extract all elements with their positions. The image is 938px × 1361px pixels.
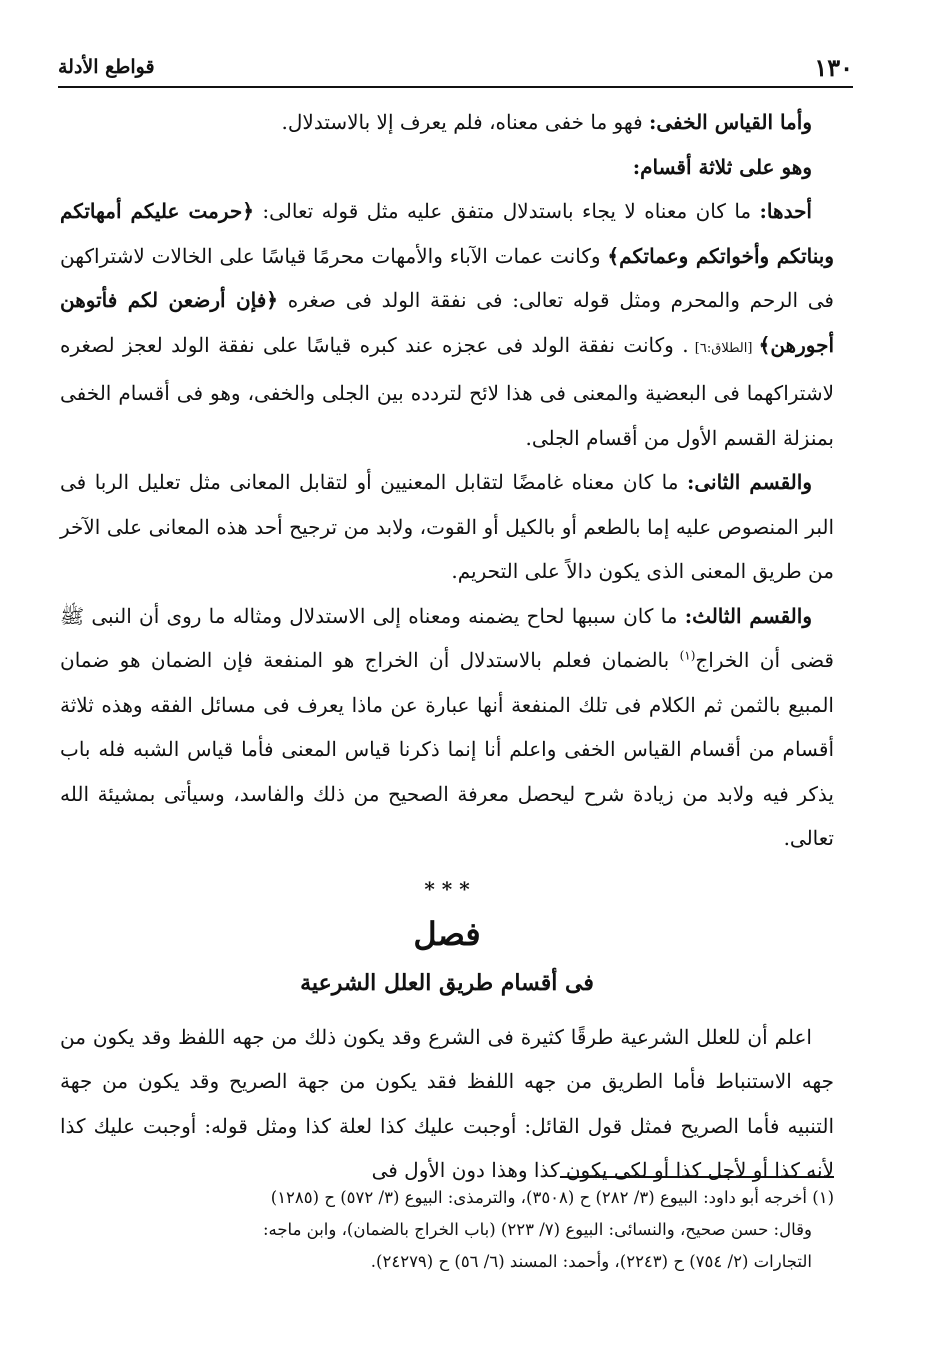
quran-verse: ﴿حرمت عليكم أمهاتكم وبناتكم وأخواتكم وعماتكم﴾ (60, 199, 834, 268)
paragraph-section-intro: اعلم أن للعلل الشرعية طرقًا كثيرة فى الشرع وقد يكون ذلك من جهه اللفظ وقد يكون من جهه الاستنباط فأما الطريق من جهه اللفظ فقد يكون من جهة الصريح وقد يكون من جهة التنبيه فأما الصريح فمثل قول القائل: أوجبت عليك كذا لعلة كذا ومثل قوله: أوجبت عليك كذا لأنه كذا أو لأجل كذا أو لكى يكون كذا وهذا دون الأول فى (60, 1024, 834, 1182)
paragraph-text: وكانت عمات الآباء والأمهات محرمًا قياسًا على الخالات لاشتراكهن فى الرحم والمحرم ومثل قوله تعالى: فى نفقة الولد فى صغره (60, 243, 834, 312)
section-title: فصل (413, 914, 481, 953)
footnotes (60, 1182, 834, 1278)
page-header (58, 48, 853, 88)
term-third-division: والقسم الثالث: (684, 603, 812, 628)
quran-verse: ﴿فإن أرضعن لكم فأتوهن أجورهن﴾ (60, 288, 834, 357)
footnote-reference: (١) (679, 648, 696, 663)
term-second-division: والقسم الثانى: (686, 470, 812, 494)
verse-citation: [الطلاق:٦] (688, 340, 759, 356)
paragraph-text: بالضمان فعلم بالاستدلال أن الخراج هو المنفعة فإن الضمان هو ضمان المبيع بالثمن ثم الكلام فى تلك المنفعة أنها عبارة عن ماذا يعرف فى مسائل الفقه وهذه ثلاثة أقسام من أقسام القياس الخفى واعلم أنا إنما ذكرنا قياس المعنى فأما قياس الشبه فله باب يذكر فيه ولابد من زيادة شرح ليحصل معرفة الصحيح من ذلك والفاسد، وسيأتى بمشيئة الله تعالى. (60, 648, 834, 850)
footnote-line: التجارات (٢/ ٧٥٤) ح (٢٢٤٣)، وأحمد: المسند (٦/ ٥٦) ح (٢٤٢٧٩). (370, 1252, 812, 1271)
section-separator: * * * (424, 876, 470, 901)
page-number: ١٣٠ (814, 52, 853, 82)
paragraph-text: ما كان معناه غامضًا لتقابل المعنيين أو لتقابل المعانى مثل تعليل الربا فى البر المنصوص عليه إما بالطعم أو بالكيل أو القوت، ولابد من ترجيح أحد هذه المعانى على الآخر من طريق المعنى الذى يكون دالاً على التحريم. (60, 470, 834, 583)
footnote-line: وقال: حسن صحيح، والنسائى: البيوع (٧/ ٢٢٣) (باب الخراج بالضمان)، وابن ماجه: (262, 1220, 812, 1239)
paragraph-three-divisions (60, 145, 834, 190)
heading-three-divisions: وهو على ثلاثة أقسام: (632, 154, 812, 179)
footnote-line: (١) أخرجه أبو داود: البيوع (٣/ ٢٨٢) ح (٣٥٠٨)، والترمذى: البيوع (٣/ ٥٧٢) ح (١٢٨٥) (270, 1188, 834, 1207)
main-text (60, 100, 834, 1193)
paragraph-hidden-analogy (60, 100, 834, 145)
spacer (60, 861, 834, 869)
paragraph-text: ما كان معناه لا يجاء باستدلال متفق عليه مثل قوله تعالى: (253, 199, 760, 223)
paragraph-first-division (60, 189, 834, 460)
footnote-divider (560, 1176, 834, 1178)
paragraph-third-division (60, 594, 834, 861)
paragraph-text: فهو ما خفى معناه، فلم يعرف إلا بالاستدلال. (281, 110, 649, 134)
paragraph-second-division (60, 460, 834, 594)
paragraph-text: ما كان سببها لحاح يضمنه ومعناه إلى الاستدلال ومثاله ما روى أن النبى ﷺ قضى أن الخراج (60, 603, 834, 672)
section-subtitle: فى أقسام طريق العلل الشرعية (300, 969, 594, 996)
running-title: قواطع الأدلة (58, 56, 155, 78)
term-first-division: أحدها: (759, 199, 812, 223)
term-hidden-analogy: وأما القياس الخفى: (649, 110, 812, 134)
paragraph-text: . وكانت نفقة الولد فى عجزه عند كبره قياسًا على نفقة الولد لعجز لصغره لاشتراكهما فى البعضية والمعنى فى هذا لائح لتردده بين الجلى والخفى، وهو فى أقسام الخفى بمنزلة القسم الأول من أقسام الجلى. (60, 332, 834, 450)
